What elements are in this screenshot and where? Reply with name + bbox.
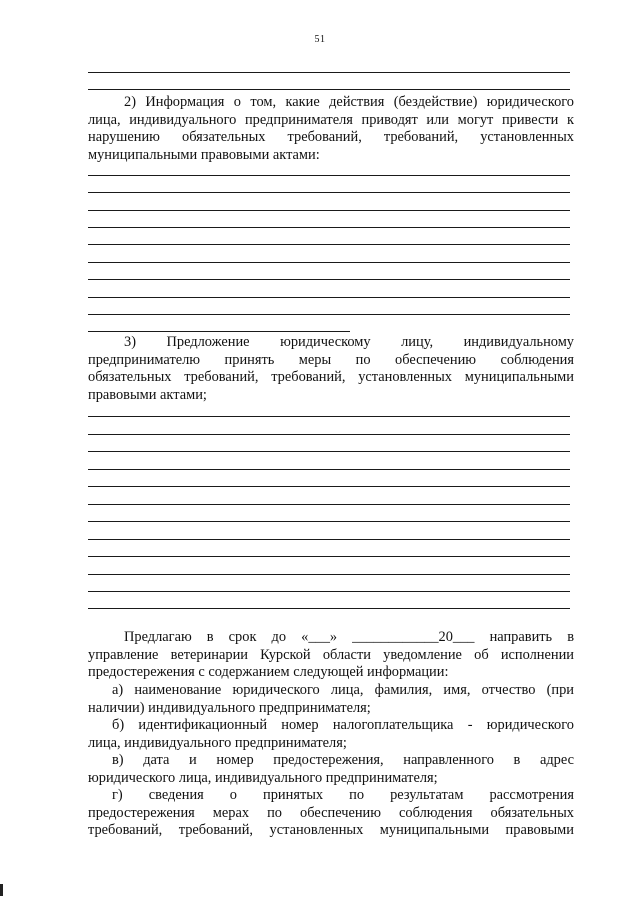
text-line: требований, требований, установленных муниципальными правовыми: [88, 822, 574, 838]
blank-line: [88, 486, 570, 487]
blank-line: [88, 244, 570, 245]
text-line: муниципальными правовыми актами:: [88, 146, 320, 163]
text-line: правовыми актами;: [88, 386, 207, 403]
text-line: наличии) индивидуального предпринимателя;: [88, 699, 371, 716]
blank-line: [88, 608, 570, 609]
text-line: Предлагаю в срок до «___» ____________20___ направить в: [124, 629, 574, 645]
blank-line: [88, 175, 570, 176]
blank-line: [88, 556, 570, 557]
list-item-b: [88, 717, 574, 752]
text-line: 2) Информация о том, какие действия (бездействие) юридического: [124, 94, 574, 110]
scan-edge-mark: [0, 884, 3, 896]
text-line: юридического лица, индивидуального предпринимателя;: [88, 769, 438, 786]
section-2-paragraph: [88, 94, 574, 164]
text-line: предостережения с содержанием следующей информации:: [88, 664, 449, 680]
blank-line: [88, 504, 570, 505]
blank-line: [88, 469, 570, 470]
blank-line: [88, 89, 570, 90]
text-line: г) сведения о принятых по результатам рассмотрения: [112, 787, 574, 803]
text-line: б) идентификационный номер налогоплательщика - юридического: [112, 717, 574, 733]
blank-line: [88, 521, 570, 522]
text-line: нарушению обязательных требований, требований, установленных: [88, 129, 574, 145]
list-item-a: [88, 682, 574, 717]
blank-line: [88, 210, 570, 211]
blank-line: [88, 331, 350, 332]
list-item-g: [88, 787, 574, 840]
list-item-v: [88, 752, 574, 787]
blank-line: [88, 314, 570, 315]
blank-line: [88, 434, 570, 435]
text-line: 3) Предложение юридическому лицу, индивидуальному: [124, 334, 574, 350]
blank-line: [88, 539, 570, 540]
text-line: лица, индивидуального предпринимателя;: [88, 734, 347, 751]
text-line: в) дата и номер предостережения, направленного в адрес: [112, 752, 574, 768]
text-line: а) наименование юридического лица, фамилия, имя, отчество (при: [112, 682, 574, 698]
text-line: предпринимателю принять меры по обеспечению соблюдения: [88, 351, 574, 368]
blank-line: [88, 451, 570, 452]
blank-line: [88, 227, 570, 228]
blank-line: [88, 297, 570, 298]
section-3-paragraph: [88, 334, 574, 404]
text-line: управление ветеринарии Курской области уведомление об исполнении: [88, 646, 574, 663]
page-number: 51: [314, 34, 326, 45]
blank-line: [88, 72, 570, 73]
blank-line: [88, 279, 570, 280]
blank-line: [88, 591, 570, 592]
blank-line: [88, 574, 570, 575]
text-line: лица, индивидуального предпринимателя приводят или могут привести к: [88, 111, 574, 128]
blank-line: [88, 262, 570, 263]
text-line: обязательных требований, требований, установленных муниципальными: [88, 369, 574, 385]
blank-line: [88, 416, 570, 417]
text-line: предостережения мерах по обеспечению соблюдения обязательных: [88, 804, 574, 821]
proposal-paragraph: [88, 629, 574, 682]
blank-line: [88, 192, 570, 193]
